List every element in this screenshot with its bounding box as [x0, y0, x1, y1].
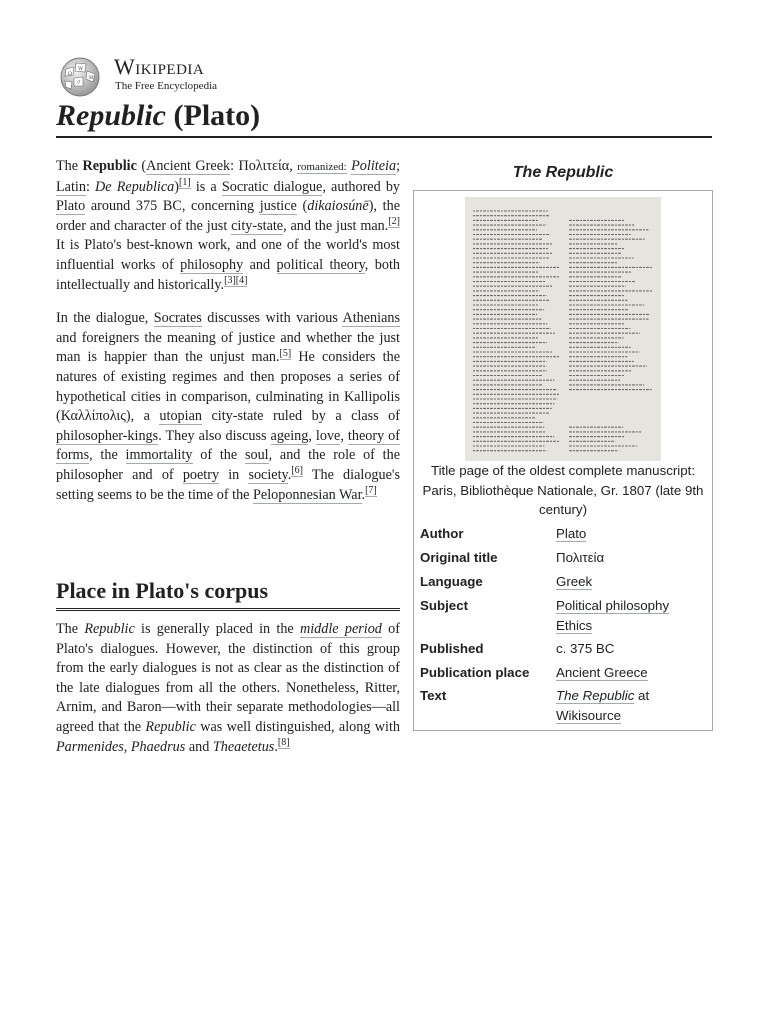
label-published: Published	[420, 641, 484, 656]
text: city-state ruled by a class of	[201, 408, 401, 425]
wikipedia-globe-icon[interactable]	[56, 55, 104, 97]
label-text: Text	[420, 688, 447, 703]
link-city-state[interactable]: city-state	[231, 217, 284, 234]
link-poetry[interactable]: poetry	[182, 466, 220, 483]
text: and	[185, 738, 213, 755]
link-political-philosophy[interactable]: Political philosophy	[556, 598, 670, 613]
link-language-greek[interactable]: Greek	[556, 574, 593, 589]
text: , both intellectually and historically.	[56, 256, 400, 293]
text: around 375 BC, concerning	[85, 198, 260, 215]
text: It is Plato's best-known work, and one of the world's most influential works of	[56, 237, 400, 273]
link-latin[interactable]: Latin	[56, 178, 86, 195]
text: .	[287, 466, 292, 483]
text: .	[361, 486, 366, 503]
text: The dialogue's setting seems to be the time of the	[56, 466, 400, 503]
text: : Πολιτεία,	[230, 158, 298, 174]
link-socrates[interactable]: Socrates	[153, 310, 202, 327]
bold-title: Republic	[82, 158, 137, 174]
text: in	[219, 466, 249, 483]
link-ancient-greece[interactable]: Ancient Greece	[556, 665, 648, 680]
italic-text: Republic	[145, 718, 196, 735]
citation-6[interactable]: [6]	[291, 465, 303, 477]
link-ancient-greek[interactable]: Ancient Greek	[146, 158, 231, 174]
text: (	[136, 158, 147, 174]
svg-text:Ω: Ω	[68, 71, 73, 77]
tagline: The Free Encyclopedia	[115, 80, 218, 92]
link-immortality[interactable]: immortality	[125, 447, 193, 464]
link-justice[interactable]: justice	[259, 198, 297, 215]
link-wikisource[interactable]: Wikisource	[556, 707, 622, 723]
link-utopian[interactable]: utopian	[159, 408, 202, 425]
link-socratic-dialogue[interactable]: Socratic dialogue	[221, 178, 323, 195]
citation-5[interactable]: [5]	[279, 347, 292, 359]
italic-text: dikaiosúnē	[307, 198, 369, 215]
text: , the	[89, 447, 126, 464]
label-subject: Subject	[420, 598, 469, 613]
svg-text:W: W	[78, 66, 84, 72]
label-original-title: Original title	[420, 550, 498, 565]
label-publication-place: Publication place	[420, 665, 530, 680]
link-theory-of-forms[interactable]: theory of forms	[56, 427, 400, 464]
manuscript-illustration	[465, 197, 661, 461]
link-ageing[interactable]: ageing	[270, 427, 309, 444]
citation-7[interactable]: [7]	[365, 484, 377, 496]
citation[interactable]	[388, 216, 400, 228]
section-body	[56, 620, 400, 757]
citation[interactable]	[224, 275, 247, 287]
intro-paragraph-1	[56, 157, 400, 295]
manuscript-image[interactable]	[465, 197, 661, 461]
text: of Plato's dialogues. However, the distinction of this group from the early dialogues is not as clear as the distinction of the late dialogues from all the others. Nonetheless, Ritter, Arnim, and Baron—with their separate methodologies—all agreed that the	[56, 621, 400, 735]
italic-text: Parmenides	[56, 738, 124, 755]
italic-text: De Republica	[95, 178, 175, 195]
text: :	[85, 178, 96, 195]
text: ,	[340, 427, 348, 444]
site-header	[56, 53, 356, 99]
text: . They also discuss	[158, 427, 271, 444]
value-published: c. 375 BC	[556, 641, 615, 656]
svg-text:И: И	[89, 75, 94, 81]
italic-text: Theaetetus	[212, 738, 275, 755]
citation[interactable]	[365, 485, 377, 497]
infobox-caption: The Republic	[512, 164, 614, 181]
text: )	[174, 178, 179, 195]
text: The	[56, 158, 83, 174]
citation[interactable]	[280, 348, 292, 360]
section-paragraph	[56, 620, 400, 757]
text: ,	[123, 738, 131, 755]
text: is generally placed in the	[134, 621, 300, 637]
text: ), the order and character of the just	[56, 198, 400, 234]
text: ;	[396, 158, 401, 174]
citation-1[interactable]: [1]	[179, 176, 191, 188]
text: and	[243, 256, 277, 273]
text: was well distinguished, along with	[195, 718, 400, 735]
svg-text:ウ: ウ	[76, 80, 82, 86]
text: , and the role of the philosopher and of	[56, 447, 400, 483]
text: He considers the natures of existing regimes and then proposes a series of hypothetical cities in comparison, culminating in Kallipolis (Καλλίπολις), a	[56, 349, 400, 425]
label-author: Author	[420, 526, 464, 541]
italic-text: Phaedrus	[130, 738, 186, 755]
wordmark[interactable]: Wikipedia	[114, 54, 205, 79]
intro-paragraph-2	[56, 309, 400, 505]
text: , authored by	[322, 178, 401, 195]
page-title	[56, 97, 712, 138]
link-philosopher-kings[interactable]: philosopher-kings	[56, 427, 159, 444]
link-peloponnesian-war[interactable]: Peloponnesian War	[253, 486, 362, 503]
link-middle-period[interactable]: middle period	[299, 621, 382, 637]
link-soul[interactable]: soul	[244, 447, 269, 464]
section-heading: Place in Plato's corpus	[56, 576, 400, 611]
link-society[interactable]: society	[248, 466, 288, 483]
image-caption: Title page of the oldest complete manuscript: Paris, Bibliothèque Nationale, Gr. 1807 (late 9th century)	[422, 463, 704, 518]
text: discusses with various	[201, 310, 343, 327]
text: .	[274, 738, 278, 755]
link-romanized[interactable]: romanized:	[297, 161, 347, 173]
citation-3[interactable]: [3]	[224, 274, 236, 286]
link-philosophy[interactable]: philosophy	[180, 256, 244, 273]
value-original-title: Πολιτεία	[556, 550, 605, 565]
page-title-rest: (Plato)	[166, 99, 261, 132]
text: , and the just man.	[283, 217, 389, 234]
text: of the	[192, 447, 245, 464]
link-plato[interactable]: Plato	[56, 198, 86, 215]
link-the-republic[interactable]: The Republic	[556, 688, 635, 703]
text: is a	[190, 178, 222, 195]
link-athenians[interactable]: Athenians	[342, 310, 400, 327]
article-intro	[56, 157, 400, 519]
page-title-italic: Republic	[56, 99, 166, 132]
text: and foreigners the meaning of justice and whether the just man is happier than the unjust man.	[56, 329, 400, 366]
citation-4[interactable]: [4]	[235, 274, 248, 286]
text: The	[56, 621, 85, 637]
italic-text: Republic	[84, 621, 135, 637]
citation-2[interactable]: [2]	[388, 216, 400, 228]
link-ethics[interactable]: Ethics	[556, 617, 593, 633]
infobox	[413, 190, 713, 731]
link-author-plato[interactable]: Plato	[556, 526, 587, 541]
label-language: Language	[420, 574, 483, 589]
citation[interactable]	[179, 177, 191, 189]
citation-8[interactable]: [8]	[277, 736, 290, 748]
text: (	[296, 198, 308, 215]
citation[interactable]	[278, 737, 290, 749]
text: at	[634, 688, 650, 703]
link-politeia[interactable]: Politeia	[351, 158, 397, 174]
link-love[interactable]: love	[315, 427, 341, 444]
link-political-theory[interactable]: political theory	[276, 256, 365, 273]
text: ,	[308, 427, 316, 444]
text: In the dialogue,	[56, 310, 154, 327]
citation[interactable]	[291, 465, 303, 477]
